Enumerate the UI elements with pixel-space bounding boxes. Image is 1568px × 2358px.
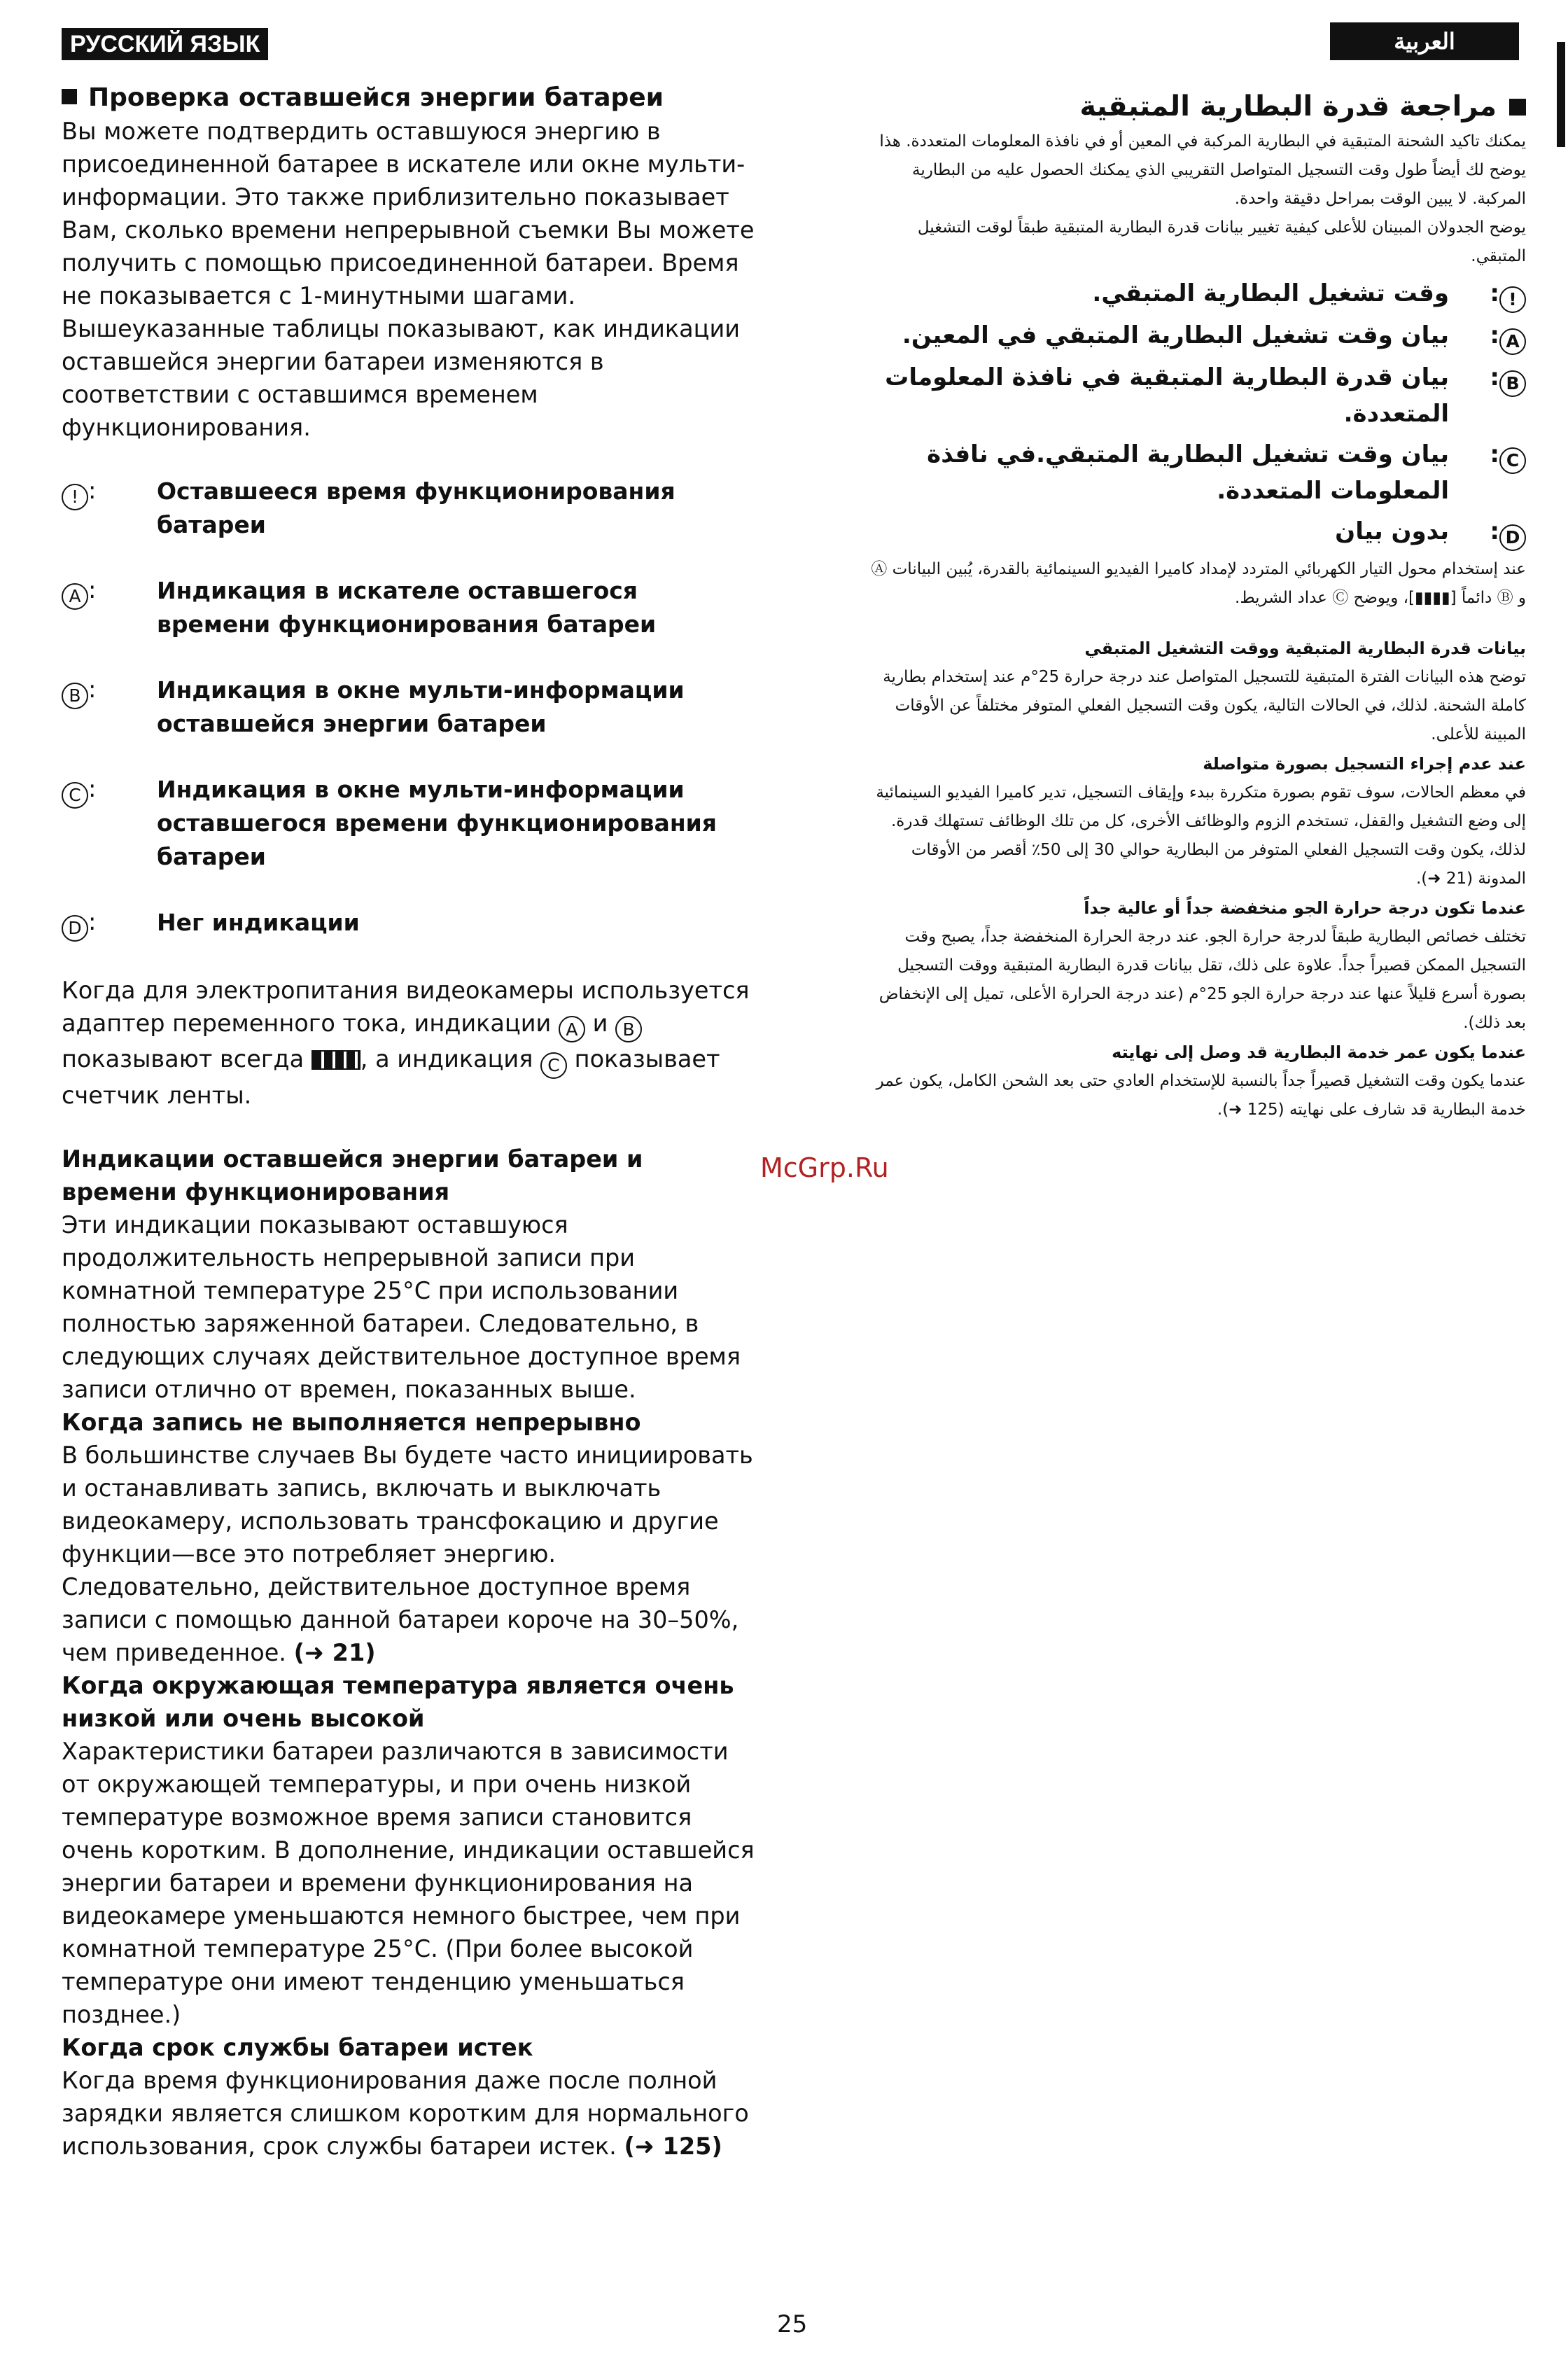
ru-paragraph: Следовательно, действительное доступное время записи с помощью данной батареи короче на 30–50%, чем приведенное. (➜ 21) [62,1572,739,1666]
circled-a-icon: A [1499,328,1526,355]
ar-subheading: عندما يكون عمر خدمة البطارية قد وصل إلى نهايته [1112,1042,1526,1062]
ar-subheading: عندما تكون درجة حرارة الجو منخفضة جداً أو عالية جداً [1084,898,1526,918]
ru-subheading: Когда запись не выполняется непрерывно [62,1408,641,1436]
circled-b-icon: B [615,1016,642,1042]
ru-legend-item: A : Индикация в искателе оставшегося времени функционирования батареи [62,574,755,641]
circled-b-icon: B [62,683,88,709]
ar-legend-item: !: وقت تشغيل البطارية المتبقي. [868,275,1526,313]
page-reference: (➜ 21) [293,1638,376,1666]
ar-paragraph: عندما يكون وقت التشغيل قصيراً جداً بالنسبة للإستخدام العادي حتى بعد الشحن الكامل، يكون عمر خدمة البطارية قد شارف على نهايته (125 ➜). [876,1072,1526,1119]
bullet-square-icon [62,89,77,104]
clock-icon: ! [62,484,88,510]
ru-legend-item: C : Индикация в окне мульти-информации оставшегося времени функционирования батареи [62,773,755,874]
ru-legend-item: B : Индикация в окне мульти-информации оставшейся энергии батареи [62,674,755,741]
circled-d-icon: D [1499,524,1526,551]
ar-section-title: مراجعة قدرة البطارية المتبقية [868,85,1526,127]
page-reference: (➜ 125) [624,2132,722,2160]
circled-a-icon: A [559,1016,585,1042]
ru-intro-2: Вышеуказанные таблицы показывают, как индикации оставшейся энергии батареи изменяются в соответствии с оставшимся временем функционирования. [62,315,740,441]
ru-intro-1: Вы можете подтвердить оставшуюся энергию в присоединенной батарее в искателе или окне мульти-информации. Это также приблизительно показывает Вам, сколько времени непрерывной съемки Вы можете получить с помощью присоединенной батареи. Время не показывается с 1-минутными шагами. [62,118,755,309]
ru-title-text: Проверка оставшейся энергии батареи [88,83,664,112]
ru-subheading: Когда окружающая температура является очень низкой или очень высокой [62,1671,734,1732]
ar-intro-2: يوضح الجدولان المبينان للأعلى كيفية تغيير بيانات قدرة البطارية المتبقية طبقاً لوقت التشغيل المتبقي. [917,218,1526,265]
ar-paragraph: توضح هذه البيانات الفترة المتبقية للتسجيل المتواصل عند درجة حرارة 25°م عند إستخدام بطارية كاملة الشحنة. لذلك، في الحالات التالية، يكون وقت التسجيل الفعلي المتوفر مختلفاً عن الأوقات المبينة للأعلى. [883,668,1526,744]
circled-a-icon: A [62,583,88,610]
circled-c-icon: C [62,782,88,809]
ru-legend-text: Индикация в искателе оставшегося времени функционирования батареи [157,577,657,638]
page-number: 25 [777,2310,808,2338]
russian-column [62,81,755,2163]
ru-legend-text: Индикация в окне мульти-информации оставшейся энергии батареи [157,676,685,737]
ar-legend-item: A: بيان وقت تشغيل البطارية المتبقي في المعين. [868,317,1526,355]
ru-paragraph: В большинстве случаев Вы будете часто инициировать и останавливать запись, включать и выключать видеокамеру, использовать трансфокацию и другие функции—все это потребляет энергию. [62,1441,753,1568]
bullet-square-icon [1509,99,1526,116]
ar-intro: يمكنك تاكيد الشحنة المتبقية في البطارية المركبة في المعين أو في نافذة المعلومات المتعددة. هذا يوضح لك أيضاً طول وقت التسجيل المتواصل التقريبي الذي يمكنك الحصول عليه من البطارية المركبة. لا يبين الوقت بمراحل دقيقة واحدة. [879,132,1526,208]
ru-legend-text: Нег индикации [157,909,360,936]
ru-ac-adapter-note: Когда для электропитания видеокамеры используется адаптер переменного тока, индикации A и B показывают всегда , а индикация C показывает счетчик ленты. [62,976,750,1109]
ru-subheading: Когда срок службы батареи истек [62,2033,533,2061]
ru-paragraph: Характеристики батареи различаются в зависимости от окружающей температуры, и при очень низкой температуре возможное время записи становится очень коротким. В дополнение, индикации оставшейся энергии батареи и времени функционирования на видеокамере уменьшаются немного быстрее, чем при комнатной температуре 25°C. (При более высокой температуре они имеют тенденцию уменьшаться позднее.) [62,1737,755,2028]
circled-c-icon: C [540,1052,567,1079]
circled-d-icon: D [62,915,88,942]
ru-legend-item: D : Нег индикации [62,906,755,942]
clock-icon: ! [1499,286,1526,313]
ru-legend-text: Оставшееся время функционирования батареи [157,477,676,538]
arabic-column [868,85,1526,1124]
ru-paragraph: Эти индикации показывают оставшуюся продолжительность непрерывной записи при комнатной температуре 25°C при использовании полностью заряженной батареи. Следовательно, в следующих случаях действительное доступное время записи отлично от времен, показанных выше. [62,1211,741,1403]
battery-full-icon [312,1050,360,1070]
ru-legend-item: ! : Оставшееся время функционирования батареи [62,475,755,542]
circled-b-icon: B [1499,370,1526,397]
ru-paragraph: Когда время функционирования даже после полной зарядки является слишком коротким для нормального использования, срок службы батареи истек. (➜ 125) [62,2066,749,2160]
ru-legend-text: Индикация в окне мульти-информации оставшегося времени функционирования батареи [157,776,717,870]
ar-ac-adapter-note: عند إستخدام محول التيار الكهربائي المتردد لإمداد كاميرا الفيديو السينمائية بالقدرة، يُبين البيانات Ⓐ و Ⓑ دائماً [▮▮▮▮]، ويوضح Ⓒ عداد الشريط. [871,560,1526,607]
language-tab-arabic: العربية [1330,22,1519,60]
ar-legend-item: B: بيان قدرة البطارية المتبقية في نافذة المعلومات المتعددة. [868,359,1526,432]
circled-c-icon: C [1499,447,1526,474]
ar-subheading: بيانات قدرة البطارية المتبقية ووقت التشغيل المتبقي [1084,639,1526,658]
ru-section-title [62,81,755,115]
watermark: McGrp.Ru [760,1152,889,1183]
ar-paragraph: في معظم الحالات، سوف تقوم بصورة متكررة ببدء وإيقاف التسجيل، تدير كاميرا الفيديو السينمائية إلى وضع التشغيل والقفل، تستخدم الزوم والوظائف الأخرى، كل من تلك الوظائف تستهلك قدرة. لذلك، يكون وقت التسجيل الفعلي المتوفر من البطارية حوالي 30 إلى 50٪ أقصر من الأوقات المدونة (21 ➜). [876,783,1526,888]
ar-paragraph: تختلف خصائص البطارية طبقاً لدرجة حرارة الجو. عند درجة الحرارة المنخفضة جداً، يصبح وقت التسجيل الممكن قصيراً جداً. علاوة على ذلك، تقل بيانات قدرة البطارية المتبقية ووقت التسجيل بصورة أسرع قليلاً عنها عند درجة حرارة الجو 25°م (عند درجة الحرارة الأعلى، تميل إلى الإنخفاض بعد ذلك). [878,928,1526,1032]
ar-legend-item: C: بيان وقت تشغيل البطارية المتبقي.في نافذة المعلومات المتعددة. [868,436,1526,509]
page-edge-marker [1557,42,1565,147]
language-tab-russian: РУССКИЙ ЯЗЫК [62,28,268,60]
ar-subheading: عند عدم إجراء التسجيل بصورة متواصلة [1203,754,1526,774]
ru-subheading: Индикации оставшейся энергии батареи и времени функционирования [62,1145,643,1206]
ar-legend-item: D: بدون بيان [868,513,1526,551]
